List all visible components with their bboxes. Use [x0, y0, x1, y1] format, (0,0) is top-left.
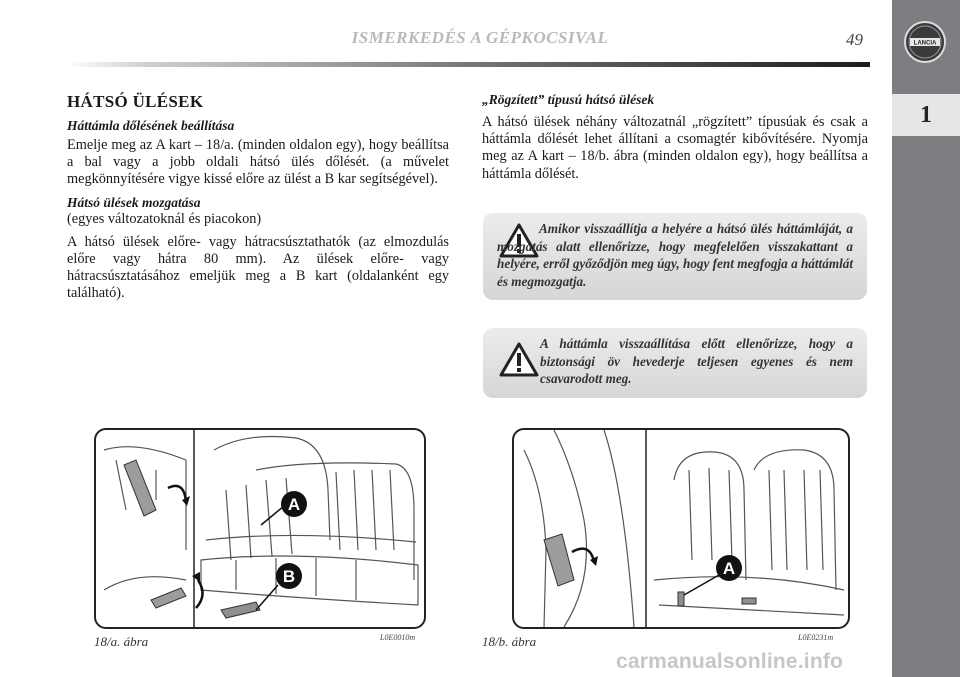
rear-seat-illustration — [96, 430, 424, 627]
warning-box — [483, 213, 867, 300]
subheading-sliding-note: (egyes változatoknál és piacokon) — [67, 210, 262, 227]
running-header: ISMERKEDÉS A GÉPKOCSIVAL — [351, 28, 609, 47]
right-column — [482, 92, 868, 189]
logo-text: LANCIA — [913, 40, 937, 47]
paragraph-fixed-seats: A hátsó ülések néhány változatnál „rögzített” típusúak és csak a háttámla dőlését lehet állítani a csomagtér kibővítésére. Nyomja meg az A kart – 18/b. ábra (minden oldalon egy), hogy beállítsa a háttámla dőlését. — [482, 114, 868, 182]
header-rule — [66, 62, 870, 67]
figure-caption: 18/b. ábra — [482, 634, 537, 649]
callout-a: A — [722, 559, 736, 578]
watermark: carmanualsonline.info — [616, 650, 844, 673]
chapter-tab[interactable]: 1 — [892, 94, 960, 136]
warning-box — [483, 328, 867, 398]
figure-code: L0E0231m — [798, 633, 834, 642]
warning-text: A háttámla visszaállítása előtt ellenőrizze, hogy a biztonsági öv hevederje teljesen egyenes és nem csavarodott meg. — [540, 336, 853, 386]
left-column — [67, 92, 449, 309]
figure-caption: 18/a. ábra — [94, 634, 149, 649]
warning-triangle-icon — [499, 342, 539, 378]
section-heading: HÁTSÓ ÜLÉSEK — [67, 92, 204, 111]
callout-a: A — [287, 495, 301, 514]
page-number: 49 — [846, 30, 863, 49]
subheading-recline: Háttámla dőlésének beállítása — [67, 118, 235, 133]
chapter-sidebar — [892, 0, 960, 677]
subheading-fixed-seats: „Rögzített” típusú hátsó ülések — [482, 92, 655, 107]
fixed-rear-seat-illustration — [514, 430, 848, 627]
subheading-sliding: Hátsó ülések mozgatása — [67, 194, 201, 210]
figure-18a — [94, 428, 426, 629]
warning-text: Amikor visszaállítja a helyére a hátsó ülés háttámláját, a mozgatás alatt ellenőrizze, hogy megfelelően visszakattant a helyére, erről győződjön meg úgy, hogy fent megfogja a háttámlát és megmozgatja. — [497, 221, 853, 289]
figure-code: L0E0010m — [380, 633, 416, 642]
paragraph-sliding: A hátsó ülések előre- vagy hátracsúsztathatók (az elmozdulás előre vagy hátra 80 mm). Az ülések előre- vagy hátracsúsztatásához emeljük meg a B kart (oldalanként egy található). — [67, 233, 449, 302]
lancia-logo-icon — [903, 20, 947, 64]
callout-b: B — [282, 567, 296, 586]
paragraph-recline: Emelje meg az A kart – 18/a. (minden oldalon egy), hogy beállítsa a bal vagy a jobb oldali hátsó ülés dőlését. (a művelet megkönnyítésére vigye kissé előre az ülést a B kar segítségével). — [67, 137, 449, 188]
figure-18b — [512, 428, 850, 629]
